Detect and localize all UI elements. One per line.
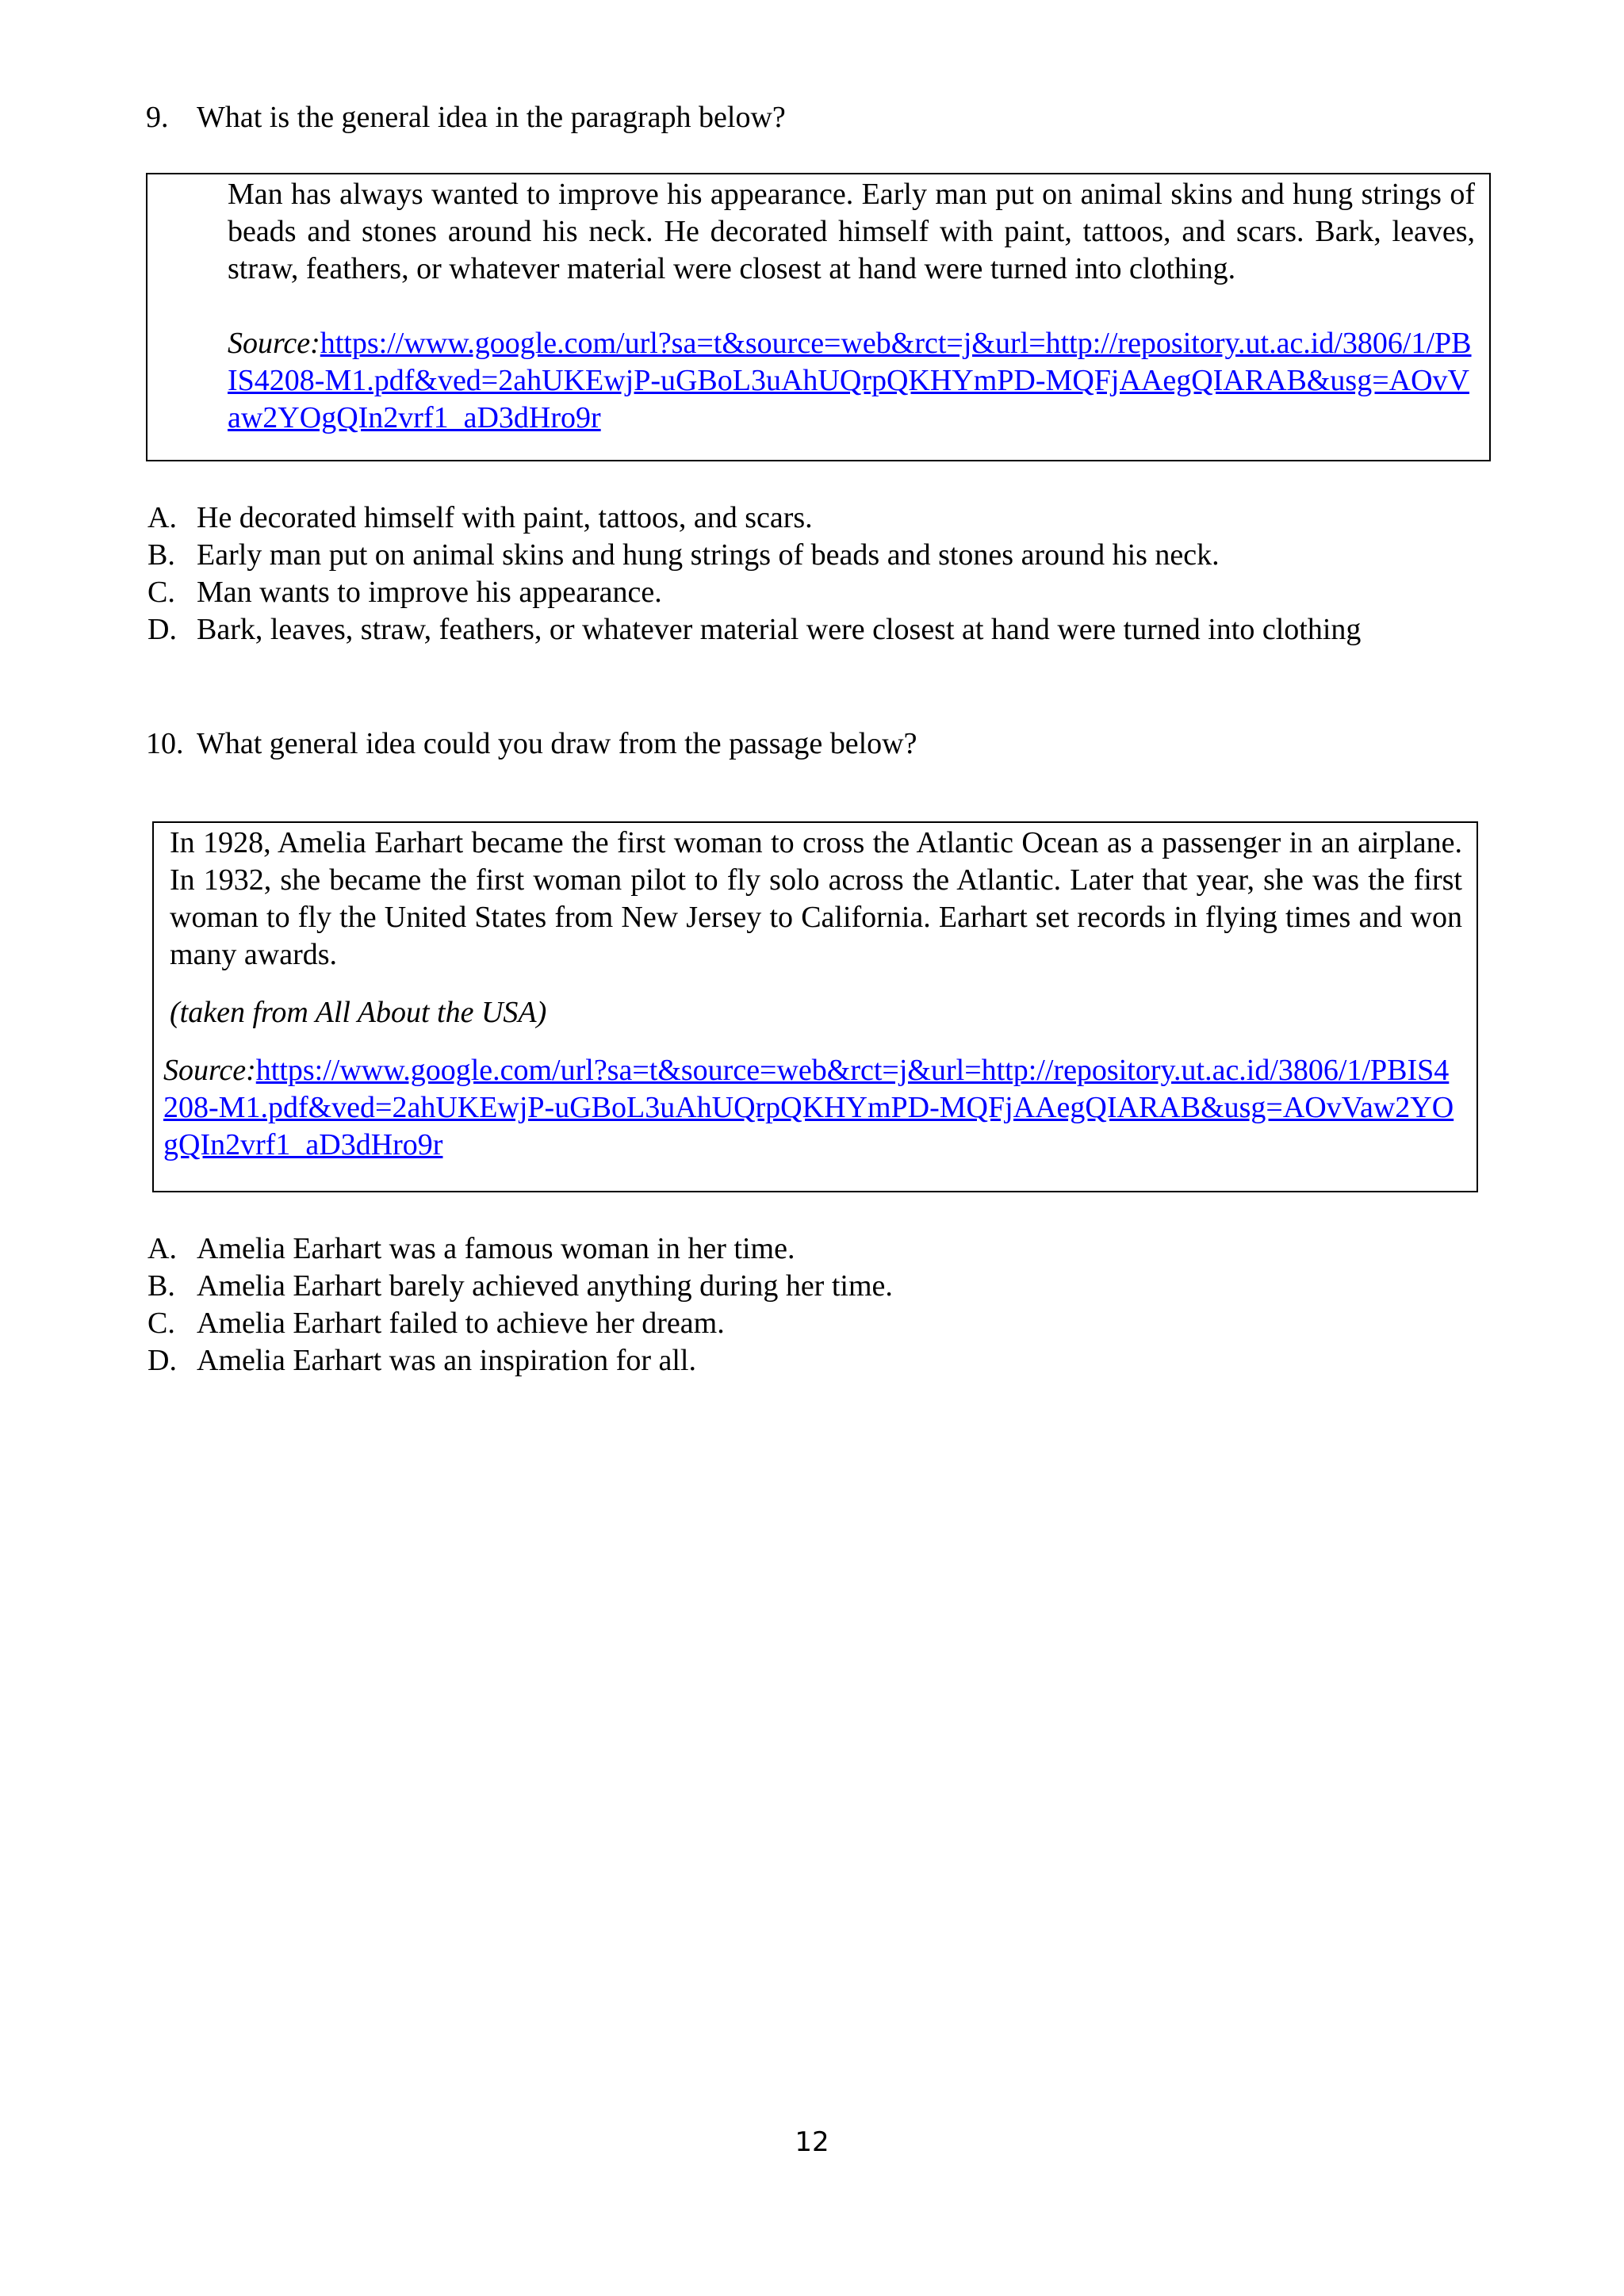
question-10-title [146,725,917,763]
question-10-option-a[interactable] [147,1230,893,1268]
question-9-passage: Man has always wanted to improve his appearance. Early man put on animal skins and hung strings of beads and stones around his neck. He decorated himself with paint, tattoos, and scars. Bark, leaves, straw, feathers, or whatever material were closest at hand were turned into clothing. [228,178,1475,285]
question-9-options [147,499,1361,649]
option-letter: B. [147,538,175,572]
option-text: Man wants to improve his appearance. [197,576,662,609]
question-9-passage-box [146,173,1491,461]
question-9-option-c[interactable] [147,574,1361,611]
option-text: Amelia Earhart barely achieved anything during her time. [197,1269,893,1303]
question-9-title [146,98,786,136]
option-text: Early man put on animal skins and hung strings of beads and stones around his neck. [197,538,1220,572]
question-10-source [163,1052,1462,1164]
question-9-option-d[interactable] [147,611,1361,649]
question-10-source-link[interactable]: https://www.google.com/url?sa=t&source=web&rct=j&url=http://repository.ut.ac.id/3806/1/PBIS4208-M1.pdf&ved=2ahUKEwjP-uGBoL3uAhUQrpQKHYmPD-MQFjAAegQIARAB&usg=AOvVaw2YOgQIn2vrf1_aD3dHro9r [163,1054,1454,1161]
option-text: Amelia Earhart was an inspiration for all. [197,1344,696,1377]
question-10-source-label: Source: [163,1054,256,1087]
question-9-source-label: Source: [228,327,320,360]
page-number: 12 [795,2126,829,2158]
option-letter: B. [147,1269,175,1303]
question-10-credit: (taken from All About the USA) [170,996,547,1029]
option-text: Amelia Earhart failed to achieve her dream. [197,1307,725,1340]
question-9-option-a[interactable] [147,499,1361,537]
question-9-source-link[interactable]: https://www.google.com/url?sa=t&source=web&rct=j&url=http://repository.ut.ac.id/3806/1/PBIS4208-M1.pdf&ved=2ahUKEwjP-uGBoL3uAhUQrpQKHYmPD-MQFjAAegQIARAB&usg=AOvVaw2YOgQIn2vrf1_aD3dHro9r [228,327,1472,434]
option-letter: D. [147,1344,177,1377]
question-10-options [147,1230,893,1380]
question-9-text: What is the general idea in the paragraph below? [197,101,786,134]
question-9-option-b[interactable] [147,537,1361,574]
option-letter: C. [147,1307,175,1340]
question-10-option-c[interactable] [147,1305,893,1342]
option-text: Bark, leaves, straw, feathers, or whatever material were closest at hand were turned into clothing [197,613,1362,646]
option-letter: A. [147,1232,177,1265]
option-letter: C. [147,576,175,609]
option-text: Amelia Earhart was a famous woman in her time. [197,1232,795,1265]
question-10-option-d[interactable] [147,1342,893,1380]
option-text: He decorated himself with paint, tattoos, and scars. [197,501,813,534]
option-letter: D. [147,613,177,646]
question-9-source [228,325,1475,437]
question-10-option-b[interactable] [147,1268,893,1305]
question-9-number: 9. [146,101,169,134]
question-10-number: 10. [146,727,184,760]
question-10-text: What general idea could you draw from the passage below? [197,727,917,760]
question-10-passage: In 1928, Amelia Earhart became the first woman to cross the Atlantic Ocean as a passenger in an airplane. In 1932, she became the first woman pilot to fly solo across the Atlantic. Later that year, she was the first woman to fly the United States from New Jersey to California. Earhart set records in flying times and won many awards. [170,826,1462,971]
question-10-passage-box [152,821,1478,1192]
option-letter: A. [147,501,177,534]
